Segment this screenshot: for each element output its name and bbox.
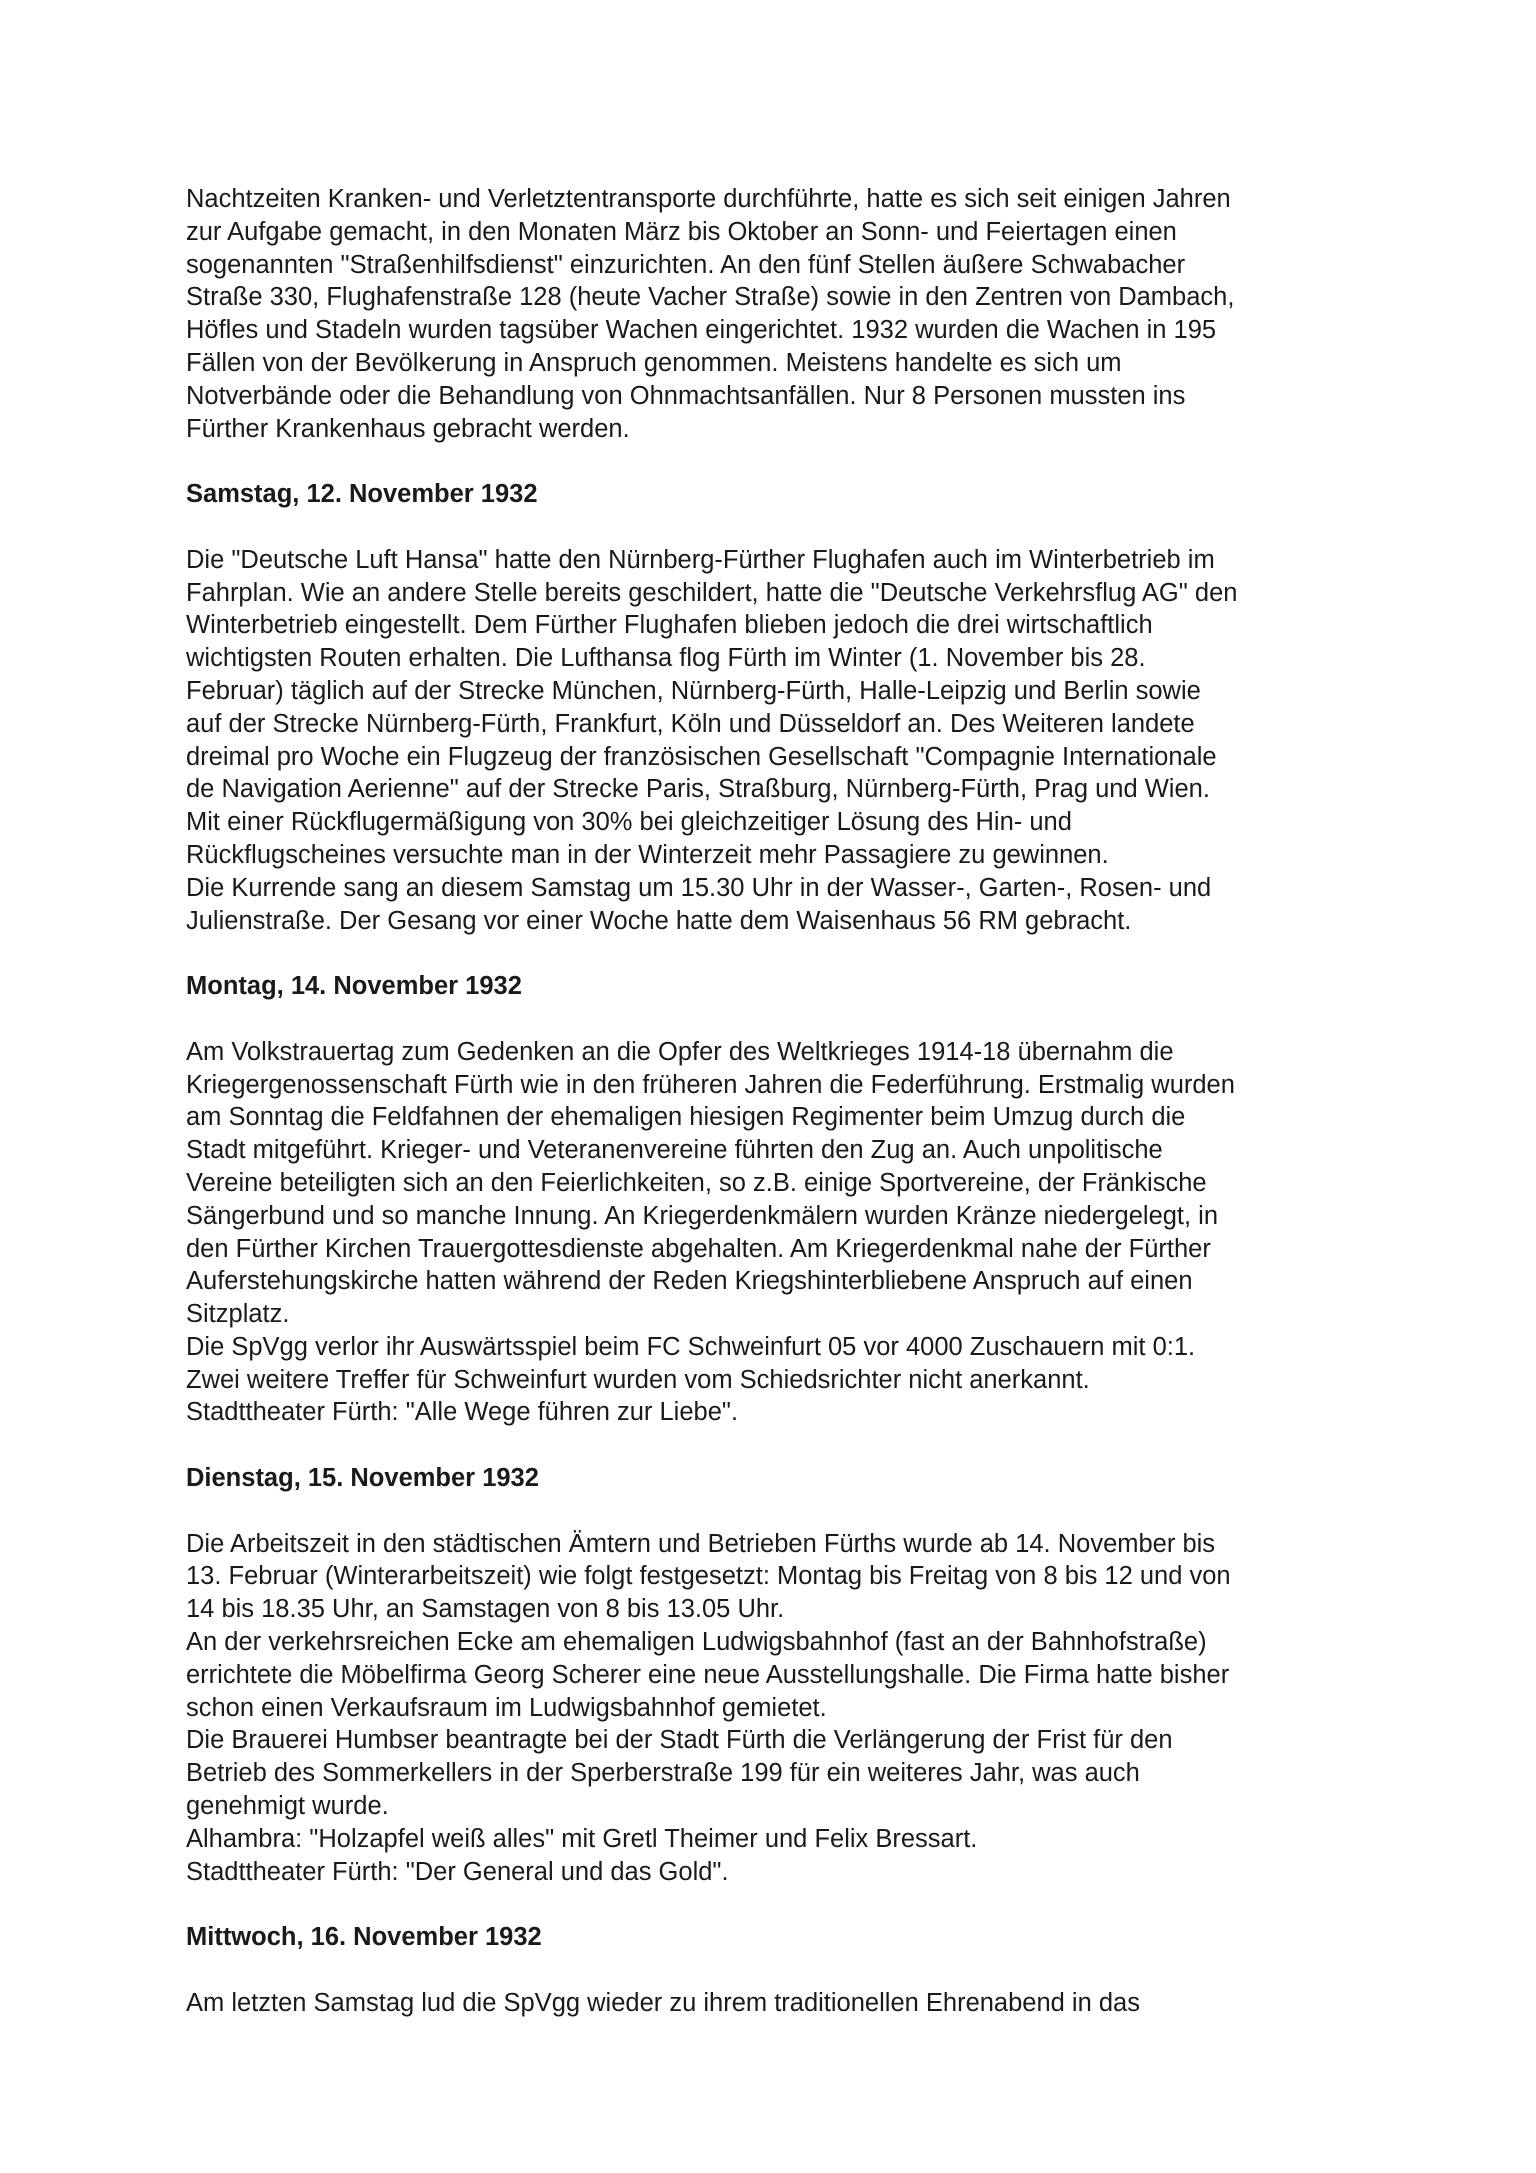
date-heading-wednesday-16-november: Mittwoch, 16. November 1932 (186, 1923, 542, 1952)
text-line: wichtigsten Routen erhalten. Die Lufthansa flog Fürth im Winter (1. November bis 28. (186, 644, 1146, 673)
text-line: sogenannten "Straßenhilfsdienst" einzurichten. An den fünf Stellen äußere Schwabacher (186, 250, 1186, 279)
spacer (186, 445, 1396, 478)
date-heading-tuesday-15-november: Dienstag, 15. November 1932 (186, 1464, 539, 1493)
text-line: Sitzplatz. (186, 1300, 290, 1329)
text-line: Am Volkstrauertag zum Gedenken an die Opfer des Weltkrieges 1914-18 übernahm die (186, 1037, 1174, 1066)
text-line: Straße 330, Flughafenstraße 128 (heute Vacher Straße) sowie in den Zentren von Dambach, (186, 283, 1235, 312)
paragraph-working-hours (186, 1528, 1396, 1889)
text-line: 13. Februar (Winterarbeitszeit) wie folgt festgesetzt: Montag bis Freitag von 8 bis 12 und von (186, 1562, 1231, 1591)
paragraph-street-aid-service (186, 183, 1396, 445)
text-line: Fürther Krankenhaus gebracht werden. (186, 414, 630, 443)
text-line: Stadttheater Fürth: "Der General und das Gold". (186, 1857, 729, 1886)
text-line: Sängerbund und so manche Innung. An Kriegerdenkmälern wurden Kränze niedergelegt, in (186, 1201, 1219, 1230)
text-line: auf der Strecke Nürnberg-Fürth, Frankfurt, Köln und Düsseldorf an. Des Weiteren landete (186, 709, 1195, 738)
text-line: Rückflugscheines versuchte man in der Winterzeit mehr Passagiere zu gewinnen. (186, 840, 1109, 869)
text-line: genehmigt wurde. (186, 1792, 389, 1821)
text-line: Julienstraße. Der Gesang vor einer Woche hatte dem Waisenhaus 56 RM gebracht. (186, 906, 1132, 935)
text-line: am Sonntag die Feldfahnen der ehemaligen hiesigen Regimenter beim Umzug durch die (186, 1103, 1186, 1132)
text-line: Notverbände oder die Behandlung von Ohnmachtsanfällen. Nur 8 Personen mussten ins (186, 381, 1186, 410)
spacer (186, 1003, 1396, 1036)
paragraph-honor-evening (186, 1987, 1396, 2020)
text-line: Auferstehungskirche hatten während der Reden Kriegshinterbliebene Anspruch auf einen (186, 1267, 1193, 1296)
document-page (186, 183, 1396, 2020)
text-line: Betrieb des Sommerkellers in der Sperberstraße 199 für ein weiteres Jahr, was auch (186, 1759, 1140, 1788)
text-line: errichtete die Möbelfirma Georg Scherer eine neue Ausstellungshalle. Die Firma hatte bisher (186, 1660, 1230, 1689)
spacer (186, 1888, 1396, 1921)
date-heading-saturday-12-november: Samstag, 12. November 1932 (186, 480, 538, 509)
text-line: An der verkehrsreichen Ecke am ehemaligen Ludwigsbahnhof (fast an der Bahnhofstraße) (186, 1628, 1207, 1657)
spacer (186, 511, 1396, 544)
text-line: Die "Deutsche Luft Hansa" hatte den Nürnberg-Fürther Flughafen auch im Winterbetrieb im (186, 545, 1215, 574)
text-line: Mit einer Rückflugermäßigung von 30% bei gleichzeitiger Lösung des Hin- und (186, 808, 1072, 837)
text-line: Zwei weitere Treffer für Schweinfurt wurden vom Schiedsrichter nicht anerkannt. (186, 1365, 1090, 1394)
text-line: zur Aufgabe gemacht, in den Monaten März bis Oktober an Sonn- und Feiertagen einen (186, 217, 1177, 246)
spacer (186, 1954, 1396, 1987)
text-line: Stadt mitgeführt. Krieger- und Veteranenvereine führten den Zug an. Auch unpolitische (186, 1136, 1163, 1165)
text-line: den Fürther Kirchen Trauergottesdienste abgehalten. Am Kriegerdenkmal nahe der Fürther (186, 1234, 1211, 1263)
spacer (186, 1495, 1396, 1528)
text-line: Februar) täglich auf der Strecke München, Nürnberg-Fürth, Halle-Leipzig und Berlin sowie (186, 676, 1201, 705)
text-line: schon einen Verkaufsraum im Ludwigsbahnhof gemietet. (186, 1693, 827, 1722)
text-line: 14 bis 18.35 Uhr, an Samstagen von 8 bis 13.05 Uhr. (186, 1595, 785, 1624)
text-line: dreimal pro Woche ein Flugzeug der französischen Gesellschaft "Compagnie Internationale (186, 742, 1217, 771)
spacer (186, 1429, 1396, 1462)
text-line: Winterbetrieb eingestellt. Dem Fürther Flughafen blieben jedoch die drei wirtschaftlich (186, 611, 1153, 640)
text-line: Die Kurrende sang an diesem Samstag um 15.30 Uhr in der Wasser-, Garten-, Rosen- und (186, 873, 1212, 902)
text-line: Die Arbeitszeit in den städtischen Ämtern und Betrieben Fürths wurde ab 14. November bis (186, 1529, 1216, 1558)
text-line: Fällen von der Bevölkerung in Anspruch genommen. Meistens handelte es sich um (186, 348, 1122, 377)
text-line: Stadttheater Fürth: "Alle Wege führen zur Liebe". (186, 1398, 739, 1427)
text-line: Die SpVgg verlor ihr Auswärtsspiel beim FC Schweinfurt 05 vor 4000 Zuschauern mit 0:1. (186, 1332, 1196, 1361)
date-heading-monday-14-november: Montag, 14. November 1932 (186, 972, 522, 1001)
text-line: Am letzten Samstag lud die SpVgg wieder zu ihrem traditionellen Ehrenabend in das (186, 1988, 1140, 2017)
text-line: Vereine beteiligten sich an den Feierlichkeiten, so z.B. einige Sportvereine, der Fränkische (186, 1168, 1207, 1197)
text-line: de Navigation Aerienne" auf der Strecke Paris, Straßburg, Nürnberg-Fürth, Prag und Wien. (186, 775, 1210, 804)
paragraph-airport-winter-schedule (186, 544, 1396, 938)
text-line: Höfles und Stadeln wurden tagsüber Wachen eingerichtet. 1932 wurden die Wachen in 195 (186, 316, 1217, 345)
text-line: Kriegergenossenschaft Fürth wie in den früheren Jahren die Federführung. Erstmalig wurden (186, 1070, 1235, 1099)
text-line: Fahrplan. Wie an andere Stelle bereits geschildert, hatte die "Deutsche Verkehrsflug AG" den (186, 578, 1238, 607)
text-line: Nachtzeiten Kranken- und Verletztentransporte durchführte, hatte es sich seit einigen Jahren (186, 185, 1231, 213)
text-line: Die Brauerei Humbser beantragte bei der Stadt Fürth die Verlängerung der Frist für den (186, 1726, 1173, 1755)
spacer (186, 937, 1396, 970)
paragraph-remembrance-day (186, 1036, 1396, 1430)
text-line: Alhambra: "Holzapfel weiß alles" mit Gretl Theimer und Felix Bressart. (186, 1824, 978, 1853)
